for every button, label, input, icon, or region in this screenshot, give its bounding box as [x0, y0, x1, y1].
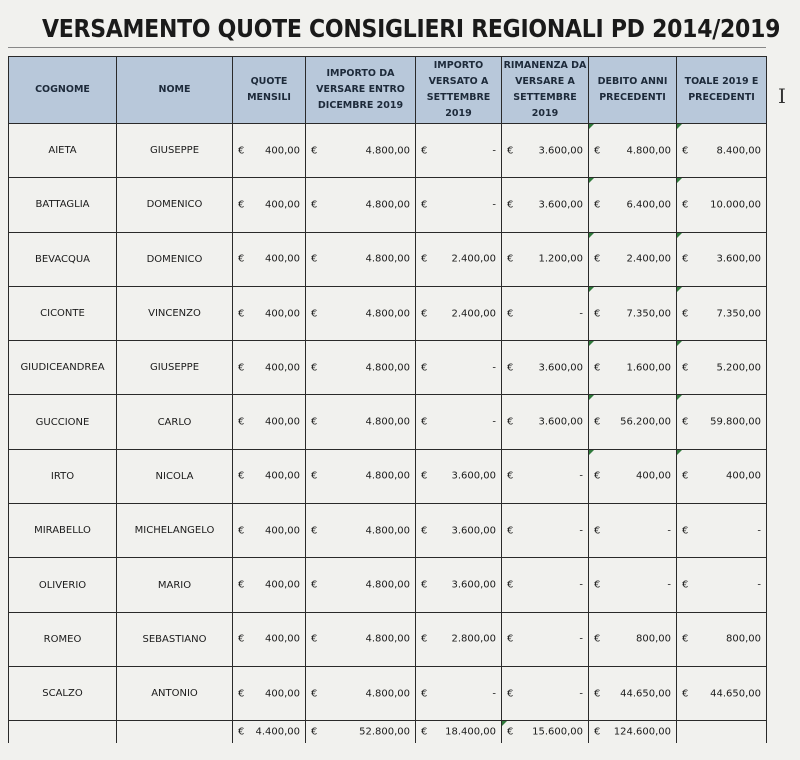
- currency-symbol: €: [507, 253, 514, 265]
- quote-table: [8, 56, 767, 743]
- amount-quote: 400,00: [265, 308, 300, 320]
- cell-importo[interactable]: [306, 124, 416, 178]
- total-rimanenza: 15.600,00: [532, 726, 583, 738]
- currency-symbol: €: [594, 253, 601, 265]
- currency-symbol: €: [238, 253, 245, 265]
- amount-importo: 4.800,00: [365, 253, 410, 265]
- currency-symbol: €: [507, 726, 514, 738]
- cell-nome[interactable]: CARLO: [117, 395, 233, 449]
- cell-nome[interactable]: DOMENICO: [117, 178, 233, 232]
- cell-cognome[interactable]: CICONTE: [9, 286, 117, 340]
- divider: [8, 47, 766, 48]
- cell-quote[interactable]: [233, 612, 306, 666]
- currency-symbol: €: [311, 688, 318, 700]
- cell-nome[interactable]: SEBASTIANO: [117, 612, 233, 666]
- amount-rimanenza: 1.200,00: [538, 253, 583, 265]
- cell-versato[interactable]: [416, 286, 502, 340]
- currency-symbol: €: [594, 525, 601, 537]
- table-row: [9, 666, 767, 720]
- cell-rimanenza[interactable]: [502, 178, 589, 232]
- currency-symbol: €: [682, 470, 689, 482]
- currency-symbol: €: [594, 633, 601, 645]
- amount-importo: 4.800,00: [365, 633, 410, 645]
- col-header-cognome[interactable]: COGNOME: [9, 57, 117, 124]
- cell-debito[interactable]: [589, 232, 677, 286]
- amount-quote: 400,00: [265, 470, 300, 482]
- cell-nome[interactable]: MICHELANGELO: [117, 504, 233, 558]
- currency-symbol: €: [507, 633, 514, 645]
- cell-rimanenza[interactable]: [502, 449, 589, 503]
- amount-rimanenza: -: [579, 633, 583, 645]
- amount-debito: -: [667, 579, 671, 591]
- amount-rimanenza: 3.600,00: [538, 362, 583, 374]
- amount-rimanenza: -: [579, 308, 583, 320]
- amount-rimanenza: 3.600,00: [538, 199, 583, 211]
- currency-symbol: €: [594, 416, 601, 428]
- currency-symbol: €: [507, 470, 514, 482]
- cell-cognome[interactable]: SCALZO: [9, 666, 117, 720]
- cell-totale[interactable]: [677, 232, 767, 286]
- table-row: [9, 124, 767, 178]
- amount-quote: 400,00: [265, 253, 300, 265]
- cell-debito[interactable]: [589, 449, 677, 503]
- currency-symbol: €: [238, 688, 245, 700]
- amount-rimanenza: -: [579, 525, 583, 537]
- cell-marker: [677, 124, 682, 129]
- amount-totale: 44.650,00: [710, 688, 761, 700]
- amount-quote: 400,00: [265, 145, 300, 157]
- cell-marker: [502, 721, 507, 726]
- cell-importo[interactable]: [306, 395, 416, 449]
- amount-totale: 59.800,00: [710, 416, 761, 428]
- cell-versato[interactable]: [416, 612, 502, 666]
- amount-importo: 4.800,00: [365, 416, 410, 428]
- currency-symbol: €: [682, 145, 689, 157]
- table-row: [9, 178, 767, 232]
- cell-importo[interactable]: [306, 341, 416, 395]
- amount-quote: 400,00: [265, 199, 300, 211]
- total-quote: 4.400,00: [255, 726, 300, 738]
- cell-versato[interactable]: [416, 558, 502, 612]
- cell-nome[interactable]: MARIO: [117, 558, 233, 612]
- amount-quote: 400,00: [265, 362, 300, 374]
- currency-symbol: €: [682, 308, 689, 320]
- amount-debito: -: [667, 525, 671, 537]
- currency-symbol: €: [594, 199, 601, 211]
- cell-marker: [589, 395, 594, 400]
- header-row: [9, 57, 767, 124]
- cell-versato[interactable]: [416, 449, 502, 503]
- amount-versato: -: [492, 416, 496, 428]
- cell-nome[interactable]: GIUSEPPE: [117, 341, 233, 395]
- currency-symbol: €: [238, 308, 245, 320]
- col-header-versato[interactable]: IMPORTO VERSATO A SETTEMBRE 2019: [416, 57, 502, 124]
- cell-marker: [677, 450, 682, 455]
- cell-marker: [589, 124, 594, 129]
- amount-debito: 800,00: [636, 633, 671, 645]
- cell-quote[interactable]: [233, 395, 306, 449]
- cell-cognome[interactable]: MIRABELLO: [9, 504, 117, 558]
- currency-symbol: €: [421, 726, 428, 738]
- currency-symbol: €: [682, 416, 689, 428]
- cell-rimanenza[interactable]: [502, 232, 589, 286]
- cell-importo[interactable]: [306, 558, 416, 612]
- col-header-totale[interactable]: TOALE 2019 E PRECEDENTI: [677, 57, 767, 124]
- cell-importo[interactable]: [306, 286, 416, 340]
- total-quote-cell[interactable]: [233, 721, 306, 744]
- amount-totale: 3.600,00: [716, 253, 761, 265]
- currency-symbol: €: [421, 470, 428, 482]
- cell-quote[interactable]: [233, 124, 306, 178]
- amount-versato: -: [492, 145, 496, 157]
- amount-debito: 2.400,00: [626, 253, 671, 265]
- amount-importo: 4.800,00: [365, 308, 410, 320]
- currency-symbol: €: [421, 253, 428, 265]
- amount-totale: 10.000,00: [710, 199, 761, 211]
- currency-symbol: €: [421, 362, 428, 374]
- currency-symbol: €: [238, 470, 245, 482]
- table-row: [9, 558, 767, 612]
- currency-symbol: €: [682, 362, 689, 374]
- cell-totale[interactable]: [677, 341, 767, 395]
- cell-nome[interactable]: GIUSEPPE: [117, 124, 233, 178]
- currency-symbol: €: [421, 308, 428, 320]
- cell-marker: [589, 450, 594, 455]
- cell-cognome[interactable]: BEVACQUA: [9, 232, 117, 286]
- cell-debito[interactable]: [589, 341, 677, 395]
- cell-cognome[interactable]: OLIVERIO: [9, 558, 117, 612]
- currency-symbol: €: [311, 145, 318, 157]
- cell-marker: [677, 233, 682, 238]
- currency-symbol: €: [507, 416, 514, 428]
- table-row: [9, 341, 767, 395]
- cell-nome[interactable]: DOMENICO: [117, 232, 233, 286]
- table-row: [9, 395, 767, 449]
- currency-symbol: €: [421, 145, 428, 157]
- cell-totale[interactable]: [677, 124, 767, 178]
- cell-quote[interactable]: [233, 341, 306, 395]
- amount-quote: 400,00: [265, 579, 300, 591]
- currency-symbol: €: [594, 145, 601, 157]
- cell-versato[interactable]: [416, 504, 502, 558]
- amount-totale: -: [757, 579, 761, 591]
- amount-importo: 4.800,00: [365, 688, 410, 700]
- amount-quote: 400,00: [265, 416, 300, 428]
- amount-debito: 44.650,00: [620, 688, 671, 700]
- cell-importo[interactable]: [306, 178, 416, 232]
- cell-rimanenza[interactable]: [502, 612, 589, 666]
- cell-debito[interactable]: [589, 612, 677, 666]
- amount-debito: 6.400,00: [626, 199, 671, 211]
- currency-symbol: €: [311, 308, 318, 320]
- amount-totale: 800,00: [726, 633, 761, 645]
- amount-rimanenza: 3.600,00: [538, 416, 583, 428]
- amount-importo: 4.800,00: [365, 199, 410, 211]
- amount-quote: 400,00: [265, 688, 300, 700]
- amount-debito: 400,00: [636, 470, 671, 482]
- amount-rimanenza: -: [579, 688, 583, 700]
- amount-versato: -: [492, 688, 496, 700]
- cell-debito[interactable]: [589, 286, 677, 340]
- totals-blank: [117, 721, 233, 744]
- cell-totale[interactable]: [677, 666, 767, 720]
- cell-totale[interactable]: [677, 558, 767, 612]
- currency-symbol: €: [507, 688, 514, 700]
- currency-symbol: €: [311, 470, 318, 482]
- currency-symbol: €: [507, 145, 514, 157]
- currency-symbol: €: [594, 308, 601, 320]
- cell-cognome[interactable]: GUCCIONE: [9, 395, 117, 449]
- totals-row: [9, 721, 767, 744]
- amount-rimanenza: 3.600,00: [538, 145, 583, 157]
- currency-symbol: €: [507, 362, 514, 374]
- cell-debito[interactable]: [589, 504, 677, 558]
- text-cursor-icon: I: [778, 84, 786, 108]
- currency-symbol: €: [238, 726, 245, 738]
- col-header-quote[interactable]: QUOTE MENSILI: [233, 57, 306, 124]
- currency-symbol: €: [594, 470, 601, 482]
- currency-symbol: €: [682, 199, 689, 211]
- cell-debito[interactable]: [589, 124, 677, 178]
- cell-nome[interactable]: VINCENZO: [117, 286, 233, 340]
- cell-rimanenza[interactable]: [502, 286, 589, 340]
- cell-versato[interactable]: [416, 232, 502, 286]
- cell-nome[interactable]: ANTONIO: [117, 666, 233, 720]
- table-row: [9, 449, 767, 503]
- cell-versato[interactable]: [416, 395, 502, 449]
- page-title: VERSAMENTO QUOTE CONSIGLIERI REGIONALI PD 2014/2019: [42, 14, 781, 43]
- cell-quote[interactable]: [233, 286, 306, 340]
- amount-versato: 3.600,00: [451, 525, 496, 537]
- cell-totale[interactable]: [677, 612, 767, 666]
- cell-quote[interactable]: [233, 449, 306, 503]
- amount-versato: 3.600,00: [451, 579, 496, 591]
- amount-totale: 400,00: [726, 470, 761, 482]
- currency-symbol: €: [594, 726, 601, 738]
- cell-rimanenza[interactable]: [502, 124, 589, 178]
- currency-symbol: €: [507, 579, 514, 591]
- cell-cognome[interactable]: BATTAGLIA: [9, 178, 117, 232]
- cell-importo[interactable]: [306, 666, 416, 720]
- amount-versato: -: [492, 199, 496, 211]
- currency-symbol: €: [594, 362, 601, 374]
- amount-importo: 4.800,00: [365, 362, 410, 374]
- cell-marker: [589, 341, 594, 346]
- currency-symbol: €: [238, 362, 245, 374]
- currency-symbol: €: [421, 579, 428, 591]
- cell-debito[interactable]: [589, 666, 677, 720]
- cell-marker: [677, 341, 682, 346]
- currency-symbol: €: [682, 253, 689, 265]
- currency-symbol: €: [238, 633, 245, 645]
- amount-importo: 4.800,00: [365, 470, 410, 482]
- totals-blank: [677, 721, 767, 744]
- cell-marker: [589, 233, 594, 238]
- cell-importo[interactable]: [306, 449, 416, 503]
- currency-symbol: €: [682, 688, 689, 700]
- amount-debito: 7.350,00: [626, 308, 671, 320]
- cell-quote[interactable]: [233, 558, 306, 612]
- cell-quote[interactable]: [233, 232, 306, 286]
- currency-symbol: €: [311, 633, 318, 645]
- cell-cognome[interactable]: GIUDICEANDREA: [9, 341, 117, 395]
- cell-rimanenza[interactable]: [502, 558, 589, 612]
- cell-debito[interactable]: [589, 558, 677, 612]
- currency-symbol: €: [311, 416, 318, 428]
- amount-debito: 1.600,00: [626, 362, 671, 374]
- cell-rimanenza[interactable]: [502, 341, 589, 395]
- cell-quote[interactable]: [233, 178, 306, 232]
- col-header-nome[interactable]: NOME: [117, 57, 233, 124]
- amount-debito: 56.200,00: [620, 416, 671, 428]
- cell-cognome[interactable]: AIETA: [9, 124, 117, 178]
- currency-symbol: €: [507, 525, 514, 537]
- amount-versato: 2.400,00: [451, 253, 496, 265]
- cell-marker: [589, 287, 594, 292]
- cell-rimanenza[interactable]: [502, 666, 589, 720]
- currency-symbol: €: [682, 525, 689, 537]
- currency-symbol: €: [311, 726, 318, 738]
- total-importo: 52.800,00: [359, 726, 410, 738]
- table-row: [9, 612, 767, 666]
- cell-quote[interactable]: [233, 666, 306, 720]
- cell-nome[interactable]: NICOLA: [117, 449, 233, 503]
- currency-symbol: €: [421, 416, 428, 428]
- total-versato: 18.400,00: [445, 726, 496, 738]
- cell-marker: [589, 178, 594, 183]
- currency-symbol: €: [421, 633, 428, 645]
- amount-importo: 4.800,00: [365, 145, 410, 157]
- cell-versato[interactable]: [416, 178, 502, 232]
- currency-symbol: €: [238, 145, 245, 157]
- total-versato-cell[interactable]: [416, 721, 502, 744]
- cell-marker: [677, 395, 682, 400]
- amount-versato: 3.600,00: [451, 470, 496, 482]
- col-header-debito[interactable]: DEBITO ANNI PRECEDENTI: [589, 57, 677, 124]
- cell-cognome[interactable]: IRTO: [9, 449, 117, 503]
- cell-totale[interactable]: [677, 395, 767, 449]
- currency-symbol: €: [311, 362, 318, 374]
- cell-versato[interactable]: [416, 341, 502, 395]
- total-rimanenza-cell[interactable]: [502, 721, 589, 744]
- totals-blank: [9, 721, 117, 744]
- total-debito-cell[interactable]: [589, 721, 677, 744]
- cell-totale[interactable]: [677, 286, 767, 340]
- cell-totale[interactable]: [677, 449, 767, 503]
- table-row: [9, 286, 767, 340]
- cell-rimanenza[interactable]: [502, 395, 589, 449]
- cell-totale[interactable]: [677, 178, 767, 232]
- currency-symbol: €: [421, 688, 428, 700]
- currency-symbol: €: [238, 199, 245, 211]
- currency-symbol: €: [421, 525, 428, 537]
- cell-debito[interactable]: [589, 395, 677, 449]
- cell-versato[interactable]: [416, 666, 502, 720]
- currency-symbol: €: [238, 579, 245, 591]
- total-importo-cell[interactable]: [306, 721, 416, 744]
- amount-totale: 5.200,00: [716, 362, 761, 374]
- currency-symbol: €: [594, 579, 601, 591]
- table-row: [9, 504, 767, 558]
- col-header-importo[interactable]: IMPORTO DA VERSARE ENTRO DICEMBRE 2019: [306, 57, 416, 124]
- amount-debito: 4.800,00: [626, 145, 671, 157]
- currency-symbol: €: [238, 525, 245, 537]
- cell-marker: [677, 178, 682, 183]
- currency-symbol: €: [311, 525, 318, 537]
- total-debito: 124.600,00: [613, 726, 671, 738]
- amount-quote: 400,00: [265, 633, 300, 645]
- table-body: [9, 124, 767, 721]
- currency-symbol: €: [311, 253, 318, 265]
- amount-totale: -: [757, 525, 761, 537]
- currency-symbol: €: [682, 633, 689, 645]
- amount-importo: 4.800,00: [365, 579, 410, 591]
- amount-quote: 400,00: [265, 525, 300, 537]
- amount-versato: 2.800,00: [451, 633, 496, 645]
- cell-importo[interactable]: [306, 504, 416, 558]
- cell-quote[interactable]: [233, 504, 306, 558]
- table-row: [9, 232, 767, 286]
- cell-cognome[interactable]: ROMEO: [9, 612, 117, 666]
- cell-versato[interactable]: [416, 124, 502, 178]
- currency-symbol: €: [682, 579, 689, 591]
- currency-symbol: €: [507, 199, 514, 211]
- cell-debito[interactable]: [589, 178, 677, 232]
- currency-symbol: €: [421, 199, 428, 211]
- col-header-rimanenza[interactable]: RIMANENZA DA VERSARE A SETTEMBRE 2019: [502, 57, 589, 124]
- cell-importo[interactable]: [306, 612, 416, 666]
- amount-versato: -: [492, 362, 496, 374]
- amount-versato: 2.400,00: [451, 308, 496, 320]
- cell-rimanenza[interactable]: [502, 504, 589, 558]
- cell-importo[interactable]: [306, 232, 416, 286]
- amount-importo: 4.800,00: [365, 525, 410, 537]
- amount-totale: 8.400,00: [716, 145, 761, 157]
- currency-symbol: €: [238, 416, 245, 428]
- currency-symbol: €: [311, 579, 318, 591]
- currency-symbol: €: [594, 688, 601, 700]
- currency-symbol: €: [311, 199, 318, 211]
- currency-symbol: €: [507, 308, 514, 320]
- amount-rimanenza: -: [579, 470, 583, 482]
- amount-totale: 7.350,00: [716, 308, 761, 320]
- cell-totale[interactable]: [677, 504, 767, 558]
- cell-marker: [677, 287, 682, 292]
- amount-rimanenza: -: [579, 579, 583, 591]
